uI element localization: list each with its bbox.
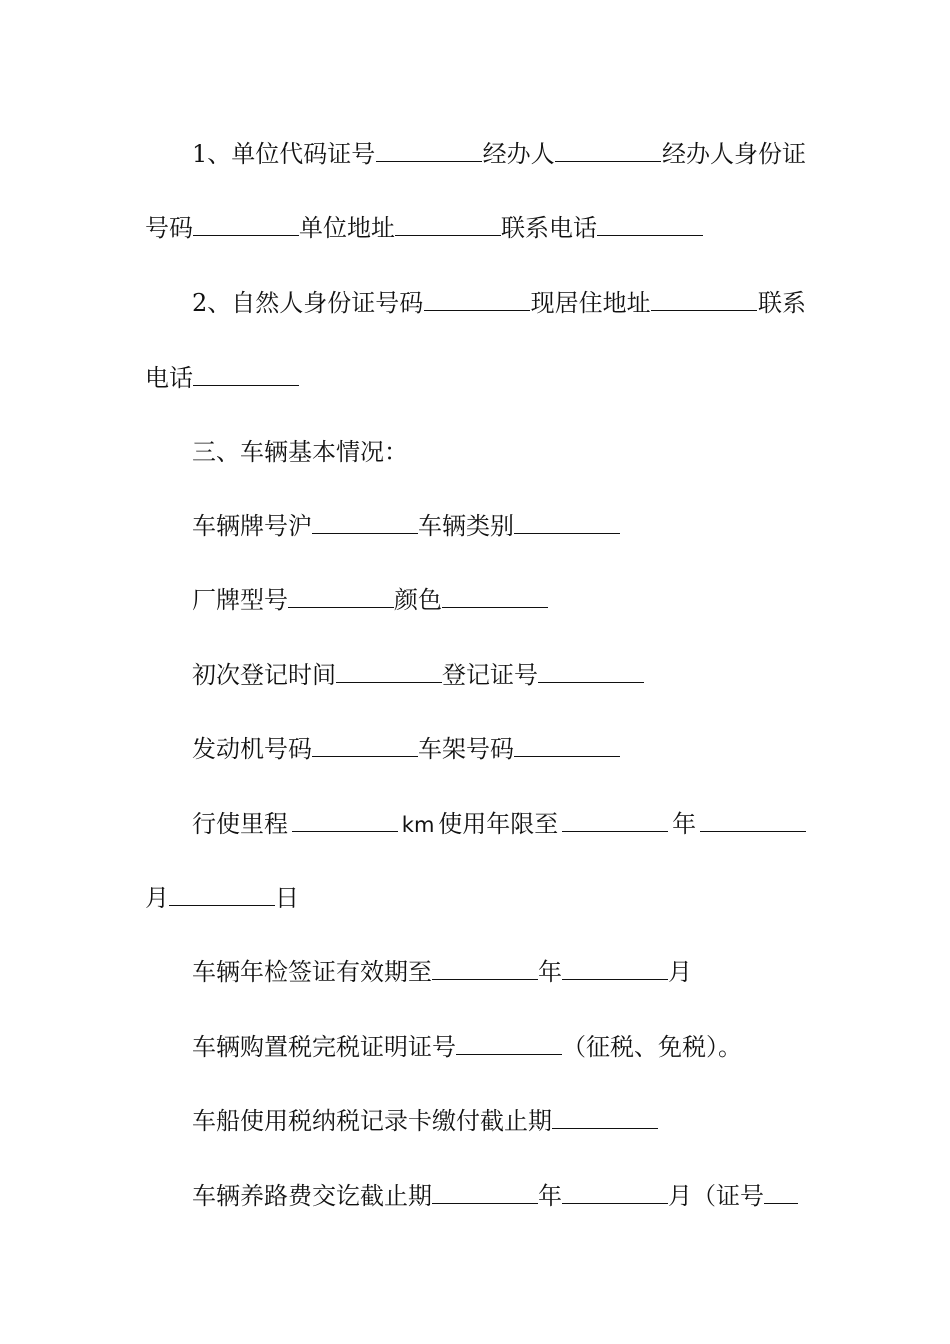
unit-address-blank[interactable] (395, 233, 501, 236)
residence-blank[interactable] (651, 308, 757, 311)
use-limit-year-label: 年 (672, 810, 697, 838)
use-limit-month-blank[interactable] (700, 829, 806, 832)
inspection-year-label: 年 (538, 958, 562, 986)
person-phone-blank[interactable] (193, 383, 299, 386)
section3-heading: 三、车辆基本情况： (192, 438, 408, 466)
inspection-month-label: 月 (668, 958, 692, 986)
road-fee-row (192, 1181, 798, 1211)
item1-line1 (192, 139, 806, 169)
vessel-tax-label: 车船使用税纳税记录卡缴付截止期 (192, 1107, 552, 1135)
model-row (192, 585, 548, 615)
use-limit-label: 使用年限至 (438, 810, 559, 838)
id-number-blank[interactable] (193, 233, 299, 236)
plate-row (192, 511, 620, 541)
unit-phone-blank[interactable] (597, 233, 703, 236)
engine-no-label: 发动机号码 (192, 735, 312, 763)
use-limit-day-blank[interactable] (169, 903, 275, 906)
engine-no-blank[interactable] (312, 754, 418, 757)
road-fee-month-label: 月（证号 (668, 1182, 764, 1210)
agent-blank[interactable] (555, 159, 661, 162)
item2-line2 (145, 363, 299, 393)
category-label: 车辆类别 (418, 512, 514, 540)
mileage-blank[interactable] (292, 829, 398, 832)
item1-line2 (145, 213, 703, 243)
purchase-tax-note: （征税、免税）。 (562, 1033, 742, 1061)
purchase-tax-blank[interactable] (456, 1052, 562, 1055)
section3-title (192, 437, 408, 467)
plate-blank[interactable] (312, 531, 418, 534)
frame-no-label: 车架号码 (418, 735, 514, 763)
unit-phone-label: 联系电话 (501, 214, 597, 242)
agent-label: 经办人 (482, 140, 555, 168)
registration-row (192, 660, 644, 690)
use-limit-day-label: 日 (275, 884, 299, 912)
mileage-unit: km (401, 813, 435, 837)
first-reg-blank[interactable] (336, 680, 442, 683)
engine-row (192, 734, 620, 764)
purchase-tax-row (192, 1032, 742, 1062)
reg-cert-label: 登记证号 (442, 661, 538, 689)
mileage-label: 行使里程 (192, 810, 288, 838)
residence-label: 现居住地址 (530, 289, 651, 317)
unit-code-blank[interactable] (376, 159, 482, 162)
color-label: 颜色 (394, 586, 442, 614)
road-fee-month-blank[interactable] (562, 1201, 668, 1204)
inspection-label: 车辆年检签证有效期至 (192, 958, 432, 986)
inspection-month-blank[interactable] (562, 977, 668, 980)
category-blank[interactable] (514, 531, 620, 534)
vessel-tax-row (192, 1106, 658, 1136)
plate-label: 车辆牌号沪 (192, 512, 312, 540)
road-fee-label: 车辆养路费交讫截止期 (192, 1182, 432, 1210)
vessel-tax-blank[interactable] (552, 1126, 658, 1129)
person-phone-label: 电话 (145, 364, 193, 392)
inspection-year-blank[interactable] (432, 977, 538, 980)
road-fee-year-label: 年 (538, 1182, 562, 1210)
item2-line1 (192, 288, 806, 318)
unit-code-label: 1、单位代码证号 (192, 140, 376, 168)
use-limit-year-blank[interactable] (562, 829, 668, 832)
person-id-label: 2、自然人身份证号码 (192, 289, 424, 317)
brand-model-blank[interactable] (288, 605, 394, 608)
person-id-blank[interactable] (424, 308, 530, 311)
contact-label: 联系 (757, 289, 806, 317)
use-limit-month-label: 月 (145, 884, 169, 912)
id-number-label: 号码 (145, 214, 193, 242)
inspection-row (192, 957, 692, 987)
road-fee-cert-blank[interactable] (764, 1201, 798, 1204)
unit-address-label: 单位地址 (299, 214, 395, 242)
road-fee-year-blank[interactable] (432, 1201, 538, 1204)
first-reg-label: 初次登记时间 (192, 661, 336, 689)
brand-model-label: 厂牌型号 (192, 586, 288, 614)
mileage-row (192, 809, 806, 839)
reg-cert-blank[interactable] (538, 680, 644, 683)
frame-no-blank[interactable] (514, 754, 620, 757)
purchase-tax-label: 车辆购置税完税证明证号 (192, 1033, 456, 1061)
agent-id-label: 经办人身份证 (661, 140, 806, 168)
color-blank[interactable] (442, 605, 548, 608)
mileage-row-cont (145, 883, 299, 913)
